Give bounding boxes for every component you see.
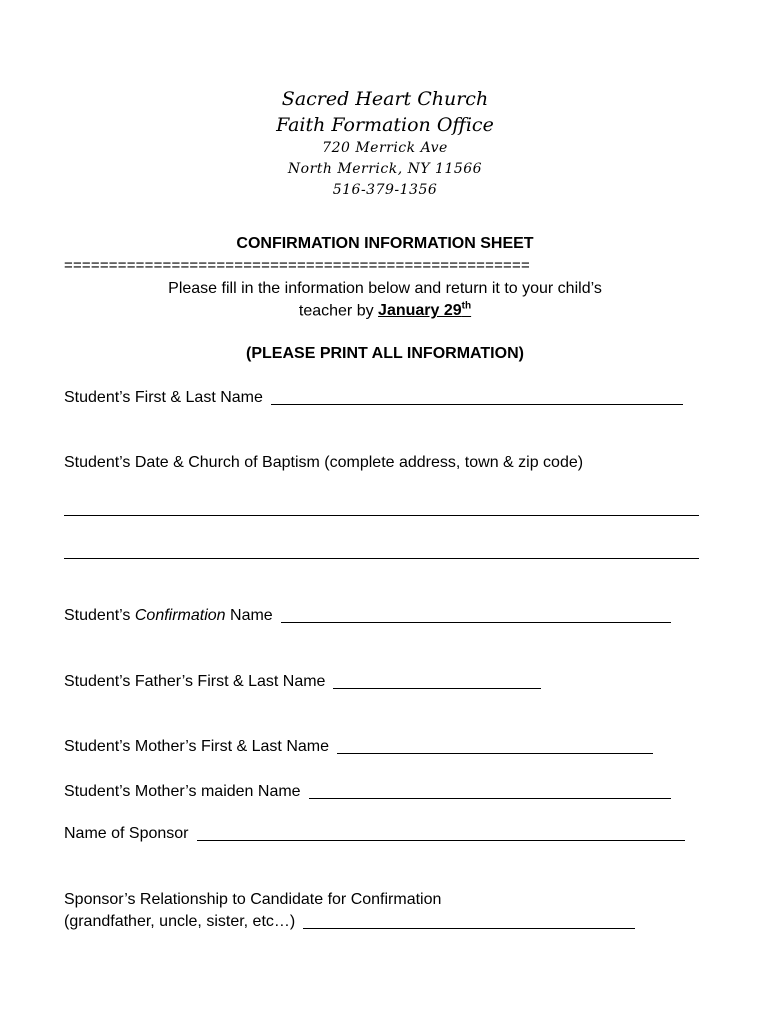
relationship-label-line-2: (grandfather, uncle, sister, etc…)	[64, 913, 296, 930]
relationship-input-line[interactable]	[303, 927, 635, 929]
mother-name-input-line[interactable]	[337, 752, 653, 754]
confirmation-name-input-line[interactable]	[281, 621, 671, 623]
deadline-suffix: th	[461, 301, 472, 312]
instructions-prefix: teacher by	[298, 302, 379, 320]
father-name-input-line[interactable]	[333, 687, 541, 689]
baptism-label: Student’s Date & Church of Baptism (complete address, town & zip code)	[64, 454, 584, 471]
confirmation-label-suffix: Name	[225, 607, 273, 624]
sponsor-name-field	[64, 825, 685, 843]
mother-name-label: Student’s Mother’s First & Last Name	[64, 738, 329, 755]
confirmation-name-field	[64, 607, 671, 625]
father-name-label: Student’s Father’s First & Last Name	[64, 673, 326, 690]
student-name-input-line[interactable]	[271, 403, 683, 405]
baptism-input-line-2[interactable]	[64, 557, 699, 559]
mother-maiden-name-input-line[interactable]	[309, 797, 671, 799]
mother-maiden-name-field	[64, 783, 671, 801]
confirmation-label-italic: Confirmation	[134, 607, 226, 624]
office-name: Faith Formation Office	[276, 114, 494, 136]
street-address: 720 Merrick Ave	[322, 140, 448, 156]
city-address: North Merrick, NY 11566	[287, 161, 483, 177]
father-name-field	[64, 673, 541, 691]
mother-name-field	[64, 738, 653, 756]
instructions-line-2	[0, 301, 770, 320]
form-title: CONFIRMATION INFORMATION SHEET	[236, 235, 534, 252]
separator-line: ====================================================	[64, 257, 530, 274]
student-name-label: Student’s First & Last Name	[64, 389, 263, 406]
confirmation-label-prefix: Student’s	[64, 607, 135, 624]
print-notice: (PLEASE PRINT ALL INFORMATION)	[246, 345, 524, 362]
instructions-line-1: Please fill in the information below and return it to your child’s	[168, 280, 602, 297]
phone-number: 516-379-1356	[332, 182, 438, 198]
baptism-input-line-1[interactable]	[64, 514, 699, 516]
relationship-field	[64, 913, 635, 931]
sponsor-name-label: Name of Sponsor	[64, 825, 189, 842]
deadline-date	[378, 302, 471, 319]
relationship-label-line-1: Sponsor’s Relationship to Candidate for Confirmation	[64, 891, 442, 908]
deadline-text: January 29	[378, 302, 462, 320]
church-name: Sacred Heart Church	[281, 88, 489, 110]
confirmation-name-label	[64, 607, 273, 625]
student-name-field	[64, 389, 683, 407]
mother-maiden-name-label: Student’s Mother’s maiden Name	[64, 783, 301, 800]
sponsor-name-input-line[interactable]	[197, 839, 685, 841]
